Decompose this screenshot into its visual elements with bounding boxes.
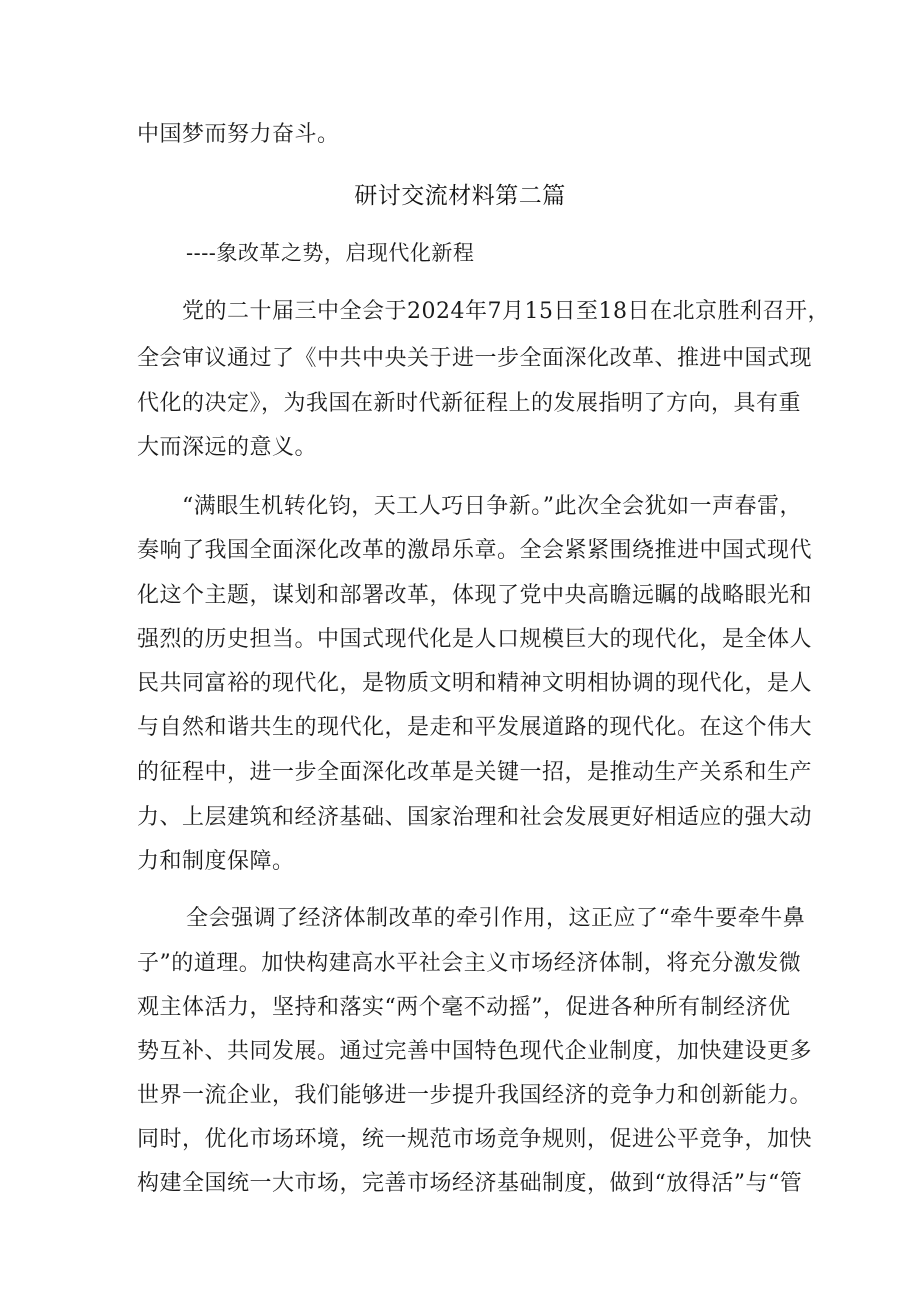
- paragraph-line: 子”的道理。加快构建高水平社会主义市场经济体制，将充分激发微: [137, 951, 802, 976]
- paragraph-line: 势互补、共同发展。通过完善中国特色现代企业制度，加快建设更多: [137, 1039, 813, 1064]
- paragraph-line: “满眼生机转化钧，天工人巧日争新。”此次全会犹如一声春雷，: [182, 494, 802, 519]
- document-title: 研讨交流材料第二篇: [354, 183, 566, 209]
- paragraph-line: 大而深远的意义。: [137, 435, 318, 460]
- paragraph-line: 观主体活力，坚持和落实“两个毫不动摇”，促进各种所有制经济优: [137, 995, 791, 1020]
- paragraph-line: 力和制度保障。: [137, 849, 295, 874]
- paragraph-line: 化这个主题，谋划和部署改革，体现了党中央高瞻远瞩的战略眼光和: [137, 583, 813, 608]
- paragraph-line: 强烈的历史担当。中国式现代化是人口规模巨大的现代化，是全体人: [137, 627, 813, 652]
- paragraph-line: 与自然和谐共生的现代化，是走和平发展道路的现代化。在这个伟大: [137, 715, 813, 740]
- paragraph-line: 代化的决定》，为我国在新时代新征程上的发展指明了方向，具有重: [137, 391, 802, 416]
- lead-line: 中国梦而努力奋斗。: [137, 122, 340, 147]
- paragraph-line: 党的二十届三中全会于2024年7月15日至18日在北京胜利召开，: [182, 299, 830, 324]
- paragraph-line: 奏响了我国全面深化改革的激昂乐章。全会紧紧围绕推进中国式现代: [137, 538, 813, 563]
- paragraph-line: 民共同富裕的现代化，是物质文明和精神文明相协调的现代化，是人: [137, 671, 813, 696]
- paragraph-line: 同时，优化市场环境，统一规范市场竞争规则，促进公平竞争，加快: [137, 1127, 813, 1152]
- paragraph-line: 力、上层建筑和经济基础、国家治理和社会发展更好相适应的强大动: [137, 805, 813, 830]
- paragraph-line: 世界一流企业，我们能够进一步提升我国经济的竞争力和创新能力。: [137, 1083, 813, 1108]
- document-subtitle: ----象改革之势，启现代化新程: [186, 241, 475, 265]
- paragraph-line: 的征程中，进一步全面深化改革是关键一招，是推动生产关系和生产: [137, 760, 813, 785]
- paragraph-line: 全会强调了经济体制改革的牵引作用，这正应了“牵牛要牵牛鼻: [186, 906, 806, 931]
- paragraph-line: 构建全国统一大市场，完善市场经济基础制度，做到“放得活”与“管: [137, 1171, 803, 1196]
- paragraph-line: 全会审议通过了《中共中央关于进一步全面深化改革、推进中国式现: [137, 346, 813, 371]
